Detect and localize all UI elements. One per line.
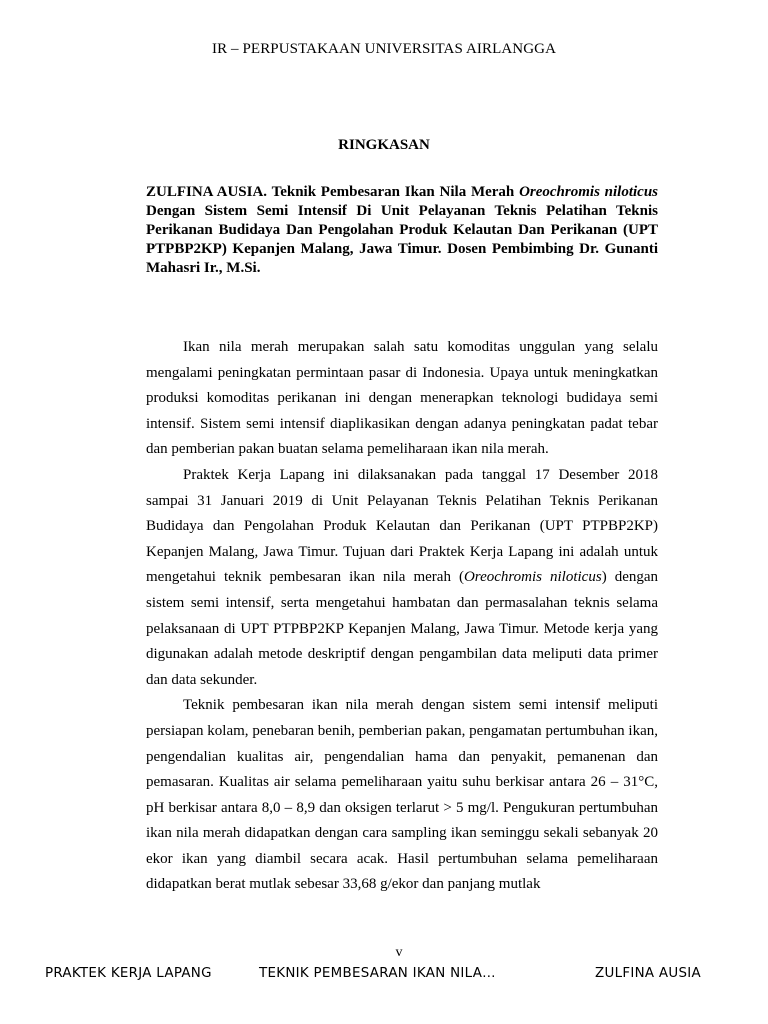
page-title: RINGKASAN xyxy=(338,137,430,153)
paragraph-1: Ikan nila merah merupakan salah satu komoditas unggulan yang selalu mengalami peningkatan permintaan pasar di Indonesia. Upaya untuk meningkatkan produksi komoditas perikanan ini dengan menerapkan teknologi budidaya semi intensif. Sistem semi intensif diaplikasikan dengan adanya peningkatan padat tebar dan pemberian pakan buatan selama pemeliharaan ikan nila merah. xyxy=(146,339,658,458)
summary-title-part1: Teknik Pembesaran Ikan Nila Merah xyxy=(271,184,515,200)
paragraph-2-part2: ) dengan sistem semi intensif, serta mengetahui hambatan dan permasalahan teknis selama pelaksanaan di UPT PTPBP2KP Kepanjen Malang, Jawa Timur. Metode kerja yang digunakan adalah metode deskriptif dengan pengambilan data meliputi data primer dan data sekunder. xyxy=(146,569,659,688)
footer-right-label: ZULFINA AUSIA xyxy=(595,966,701,981)
paragraph-2 xyxy=(146,463,658,693)
abstract-body xyxy=(146,335,658,898)
footer-left-label: PRAKTEK KERJA LAPANG xyxy=(45,966,212,981)
summary-block xyxy=(146,183,658,278)
summary-title-part2: Dengan Sistem Semi Intensif Di Unit Pelayanan Teknis Pelatihan Teknis Perikanan Budidaya Dan Pengolahan Produk Kelautan Dan Perikanan (UPT PTPBP2KP) Kepanjen Malang, Jawa Timur. Dosen Pembimbing Dr. Gunanti Mahasri Ir., M.Si. xyxy=(146,203,658,276)
summary-species-name: Oreochromis niloticus xyxy=(519,184,659,200)
summary-author: ZULFINA AUSIA. xyxy=(146,184,268,200)
repository-header: IR – PERPUSTAKAAN UNIVERSITAS AIRLANGGA xyxy=(211,41,556,57)
footer-middle-label: TEKNIK PEMBESARAN IKAN NILA… xyxy=(259,966,496,981)
paragraph-2-species: Oreochromis niloticus xyxy=(463,569,602,586)
paragraph-3: Teknik pembesaran ikan nila merah dengan sistem semi intensif meliputi persiapan kolam, penebaran benih, pemberian pakan, pengamatan pertumbuhan ikan, pengendalian kualitas air, pengendalian hama dan penyakit, pemanenan dan pemasaran. Kualitas air selama pemeliharaan yaitu suhu berkisar antara 26 – 31°C, pH berkisar antara 8,0 – 8,9 dan oksigen terlarut > 5 mg/l. Pengukuran pertumbuhan ikan nila merah didapatkan dengan cara sampling ikan seminggu sekali sebanyak 20 ekor ikan yang diambil secara acak. Hasil pertumbuhan selama pemeliharaan didapatkan berat mutlak sebesar 33,68 g/ekor dan panjang mutlak xyxy=(146,697,658,893)
page-number: v xyxy=(395,945,403,960)
paragraph-2-part1: Praktek Kerja Lapang ini dilaksanakan pada tanggal 17 Desember 2018 sampai 31 Januari 2019 di Unit Pelayanan Teknis Pelatihan Teknis Perikanan Budidaya dan Pengolahan Produk Kelautan dan Perikanan (UPT PTPBP2KP) Kepanjen Malang, Jawa Timur. Tujuan dari Praktek Kerja Lapang ini adalah untuk mengetahui teknik pembesaran ikan nila merah ( xyxy=(146,466,658,586)
